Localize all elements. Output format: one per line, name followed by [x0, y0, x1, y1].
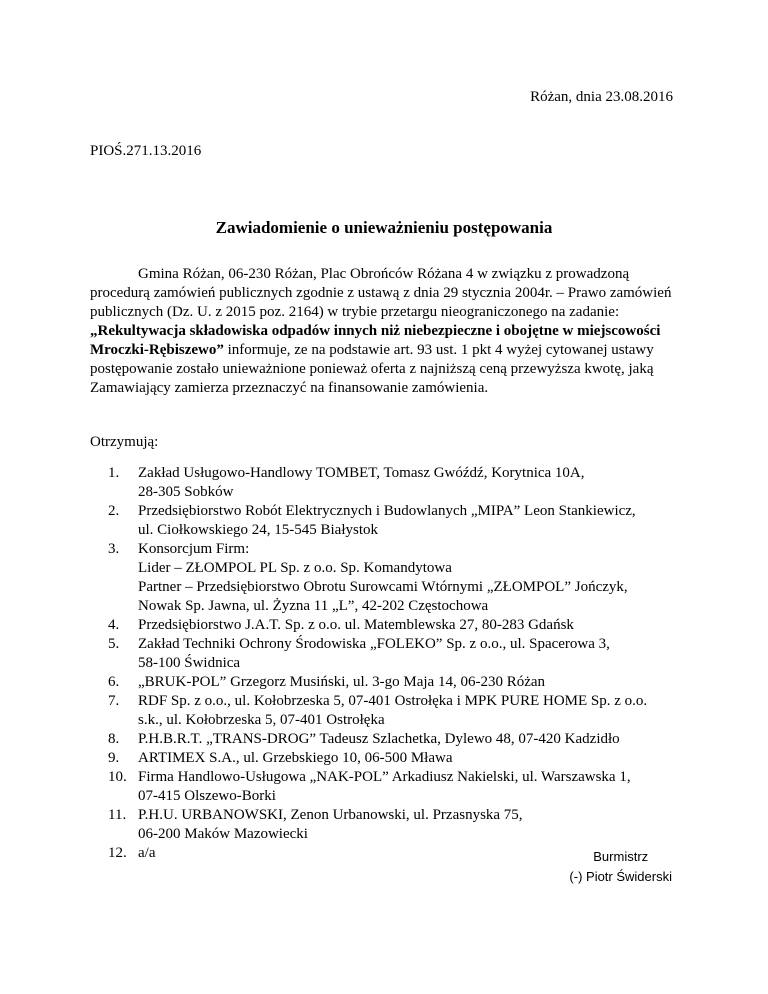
recipient-line: Lider – ZŁOMPOL PL Sp. z o.o. Sp. Komandytowa — [138, 560, 452, 576]
recipient-item — [90, 502, 710, 540]
recipient-number: 2. — [108, 503, 120, 519]
recipient-item — [90, 635, 710, 673]
signature-role: Burmistrz — [593, 849, 649, 864]
date-line: Różan, dnia 23.08.2016 — [530, 89, 673, 105]
recipient-line: Nowak Sp. Jawna, ul. Żyzna 11 „L”, 42-202 Częstochowa — [138, 598, 489, 614]
recipient-item — [90, 673, 710, 692]
recipient-number: 1. — [108, 465, 120, 481]
signature-name: (-) Piotr Świderski — [569, 869, 672, 884]
recipient-number: 7. — [108, 693, 120, 709]
recipient-line: Zakład Techniki Ochrony Środowiska „FOLEKO” Sp. z o.o., ul. Spacerowa 3, — [138, 636, 610, 652]
recipient-number: 3. — [108, 541, 120, 557]
recipient-line: Konsorcjum Firm: — [138, 541, 250, 557]
signature-block — [569, 847, 672, 887]
recipient-line: 28-305 Sobków — [138, 484, 234, 500]
recipient-item — [90, 464, 710, 502]
body-text-part2: informuje, ze na podstawie art. 93 ust. 1 pkt 4 wyżej cytowanej ustawy postępowanie zostało unieważnione ponieważ oferta z najniższą ceną przewyższa kwotę, jaką Zamawiający zamierza przeznaczyć na finansowanie zamówienia. — [90, 342, 654, 396]
recipient-number: 5. — [108, 636, 120, 652]
recipient-number: 8. — [108, 731, 120, 747]
task-name: „Rekultywacja składowiska odpadów innych niż niebezpieczne i obojętne w miejscowości Mroczki-Rębiszewo” — [90, 323, 661, 358]
recipient-line: P.H.U. URBANOWSKI, Zenon Urbanowski, ul. Przasnyska 75, — [138, 807, 523, 823]
reference-number: PIOŚ.271.13.2016 — [90, 143, 202, 159]
recipient-line: 07-415 Olszewo-Borki — [138, 788, 276, 804]
recipient-line: RDF Sp. z o.o., ul. Kołobrzeska 5, 07-401 Ostrołęka i MPK PURE HOME Sp. z o.o. — [138, 693, 648, 709]
body-text-part1: Gmina Różan, 06-230 Różan, Plac Obrońców Różana 4 w związku z prowadzoną procedurą zamówień publicznych zgodnie z ustawą z dnia 29 stycznia 2004r. – Prawo zamówień publicznych (Dz. U. z 2015 poz. 2164) w trybie przetargu nieograniczonego na zadanie: — [90, 266, 672, 320]
recipient-item — [90, 749, 710, 768]
recipient-line: Przedsiębiorstwo Robót Elektrycznych i Budowlanych „MIPA” Leon Stankiewicz, — [138, 503, 636, 519]
recipient-line: „BRUK-POL” Grzegorz Musiński, ul. 3-go Maja 14, 06-230 Różan — [138, 674, 546, 690]
recipient-line: Przedsiębiorstwo J.A.T. Sp. z o.o. ul. Matemblewska 27, 80-283 Gdańsk — [138, 617, 574, 633]
recipient-list — [90, 464, 710, 863]
recipients-label: Otrzymują: — [90, 434, 159, 450]
document-title: Zawiadomienie o unieważnieniu postępowania — [215, 218, 553, 237]
recipient-line: a/a — [138, 845, 156, 861]
recipient-line: ul. Ciołkowskiego 24, 15-545 Białystok — [138, 522, 378, 538]
recipient-line: s.k., ul. Kołobrzeska 5, 07-401 Ostrołęka — [138, 712, 385, 728]
recipient-line: ARTIMEX S.A., ul. Grzebskiego 10, 06-500 Mława — [138, 750, 453, 766]
recipient-item — [90, 540, 710, 616]
recipient-line: Zakład Usługowo-Handlowy TOMBET, Tomasz Gwóźdź, Korytnica 10A, — [138, 465, 585, 481]
body-paragraph — [90, 265, 692, 398]
recipient-line: 58-100 Świdnica — [138, 655, 241, 671]
recipient-item — [90, 730, 710, 749]
recipient-line: P.H.B.R.T. „TRANS-DROG” Tadeusz Szlachetka, Dylewo 48, 07-420 Kadzidło — [138, 731, 620, 747]
recipient-number: 10. — [108, 769, 127, 785]
recipient-item — [90, 692, 710, 730]
recipient-item — [90, 806, 710, 844]
recipient-number: 12. — [108, 845, 127, 861]
recipient-number: 11. — [108, 807, 127, 823]
recipient-number: 4. — [108, 617, 120, 633]
recipient-line: 06-200 Maków Mazowiecki — [138, 826, 308, 842]
recipient-number: 9. — [108, 750, 120, 766]
recipient-item — [90, 616, 710, 635]
recipient-number: 6. — [108, 674, 120, 690]
recipient-line: Partner – Przedsiębiorstwo Obrotu Surowcami Wtórnymi „ZŁOMPOL” Jończyk, — [138, 579, 628, 595]
recipient-item — [90, 768, 710, 806]
recipient-line: Firma Handlowo-Usługowa „NAK-POL” Arkadiusz Nakielski, ul. Warszawska 1, — [138, 769, 631, 785]
